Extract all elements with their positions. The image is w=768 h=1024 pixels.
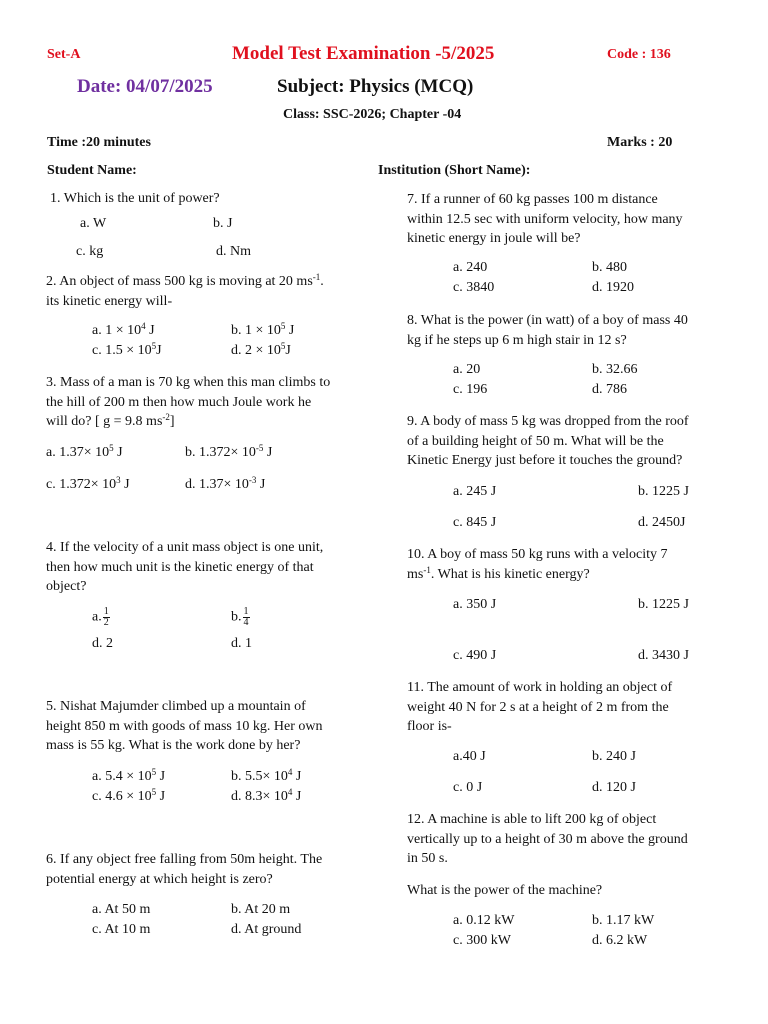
time-label: Time :20 minutes: [47, 135, 151, 150]
set-label: Set-A: [47, 47, 81, 62]
q4-option-b: b. $\frac{1}{4}$: [231, 606, 249, 628]
exam-title: Model Test Examination -5/2025: [232, 43, 495, 64]
q9-option-d: d. 2450J: [638, 515, 686, 530]
q1-option-b: b. J: [213, 216, 233, 231]
q3-option-d: d. $1.37\times 10^{-3}$ J: [185, 475, 266, 492]
q2-option-c: c. $1.5 \times 10^5J$: [92, 341, 162, 358]
q11-option-c: c. 0 J: [453, 780, 483, 795]
question-9: 9. A body of mass 5 kg was dropped from the roof of a building height of 50 m. What will be the Kinetic Energy just before it touches the ground?: [407, 414, 689, 468]
q7-option-c: c. 3840: [453, 280, 495, 295]
question-5: 5. Nishat Majumder climbed up a mountain of height 850 m with goods of mass 10 kg. Her own mass is 55 kg. What is the work done by her?: [46, 699, 323, 753]
q8-option-d: d. 786: [592, 382, 627, 397]
q10-option-c: c. 490 J: [453, 648, 497, 663]
fraction-one-half: $\frac{1}{2}$: [103, 606, 109, 628]
q9-option-b: b. 1225 J: [638, 484, 689, 499]
marks-label: Marks : 20: [607, 135, 673, 150]
code-label: Code : 136: [607, 47, 671, 62]
question-1: 1. Which is the unit of power?: [50, 191, 220, 206]
q11-option-a: a.40 J: [453, 749, 486, 764]
q5-option-c: c. $4.6 \times 10^5$ J: [92, 787, 166, 804]
q4-option-a: a. $\frac{1}{2}$: [92, 606, 109, 628]
q5-option-d: d. $8.3\times 10^4$ J: [231, 787, 302, 804]
fraction-one-quarter: $\frac{1}{4}$: [243, 606, 249, 628]
q8-option-a: a. 20: [453, 362, 481, 377]
q9-option-c: c. 845 J: [453, 515, 497, 530]
q4-option-c: d. 2: [92, 636, 113, 651]
q1-option-a: a. W: [80, 216, 107, 231]
q5-option-b: b. $5.5\times 10^4$ J: [231, 767, 302, 784]
student-name-label: Student Name:: [47, 163, 137, 178]
q10-option-a: a. 350 J: [453, 597, 497, 612]
exam-date: Date: 04/07/2025: [77, 76, 213, 97]
q9-option-a: a. 245 J: [453, 484, 497, 499]
q12-option-d: d. 6.2 kW: [592, 933, 648, 948]
q12-option-a: a. 0.12 kW: [453, 913, 515, 928]
question-7: 7. If a runner of 60 kg passes 100 m distance within 12.5 sec with uniform velocity, how many kinetic energy in joule will be?: [407, 192, 683, 246]
q11-option-d: d. 120 J: [592, 780, 636, 795]
class-line: Class: SSC-2026; Chapter -04: [283, 107, 462, 122]
q8-option-b: b. 32.66: [592, 362, 638, 377]
q4-option-d: d. 1: [231, 636, 252, 651]
question-8: 8. What is the power (in watt) of a boy of mass 40 kg if he steps up 6 m high stair in 12 s?: [407, 313, 688, 348]
q2-option-d: d. $2 \times 10^5J$: [231, 341, 291, 358]
q6-option-b: b. At 20 m: [231, 902, 291, 917]
subject-line: Subject: Physics (MCQ): [277, 76, 474, 97]
institution-label: Institution (Short Name):: [378, 163, 531, 178]
q10-option-b: b. 1225 J: [638, 597, 689, 612]
q6-option-a: a. At 50 m: [92, 902, 151, 917]
q6-option-d: d. At ground: [231, 922, 302, 937]
q3-option-a: a. $1.37\times 10^5$ J: [46, 443, 123, 460]
q2-option-a: a. $1 \times 10^4$ J: [92, 321, 155, 338]
q6-option-c: c. At 10 m: [92, 922, 151, 937]
q12-option-b: b. 1.17 kW: [592, 913, 655, 928]
question-6: 6. If any object free falling from 50m height. The potential energy at which height is zero?: [46, 852, 323, 887]
q7-option-d: d. 1920: [592, 280, 634, 295]
q3-option-b: b. $1.372\times 10^{-5}$ J: [185, 443, 273, 460]
q1-option-c: c. kg: [76, 244, 104, 259]
question-2: 2. An object of mass 500 kg is moving at 20 $ms^{-1}$. its kinetic energy will-: [46, 272, 324, 309]
q7-option-b: b. 480: [592, 260, 627, 275]
q8-option-c: c. 196: [453, 382, 488, 397]
q2-option-b: b. $1 \times 10^5$ J: [231, 321, 295, 338]
question-11: 11. The amount of work in holding an object of weight 40 N for 2 s at a height of 2 m from the floor is-: [407, 680, 673, 734]
q7-option-a: a. 240: [453, 260, 488, 275]
q1-option-d: d. Nm: [216, 244, 251, 259]
q3-option-c: c. $1.372\times 10^3$ J: [46, 475, 130, 492]
question-10: 10. A boy of mass 50 kg runs with a velocity 7 $ms^{-1}$. What is his kinetic energy?: [407, 547, 668, 582]
q5-option-a: a. $5.4 \times 10^5$ J: [92, 767, 166, 784]
question-12: 12. A machine is able to lift 200 kg of object vertically up to a height of 30 m above the ground in 50 s. What is the power of the machine?: [407, 812, 688, 898]
q10-option-d: d. 3430 J: [638, 648, 689, 663]
question-4: 4. If the velocity of a unit mass object is one unit, then how much unit is the kinetic energy of that object?: [46, 540, 324, 594]
question-3: 3. Mass of a man is 70 kg when this man climbs to the hill of 200 m then how much Joule work he will do? [ g = 9.8 $ms^{-2}$]: [46, 375, 331, 429]
q12-option-c: c. 300 kW: [453, 933, 511, 948]
q11-option-b: b. 240 J: [592, 749, 636, 764]
